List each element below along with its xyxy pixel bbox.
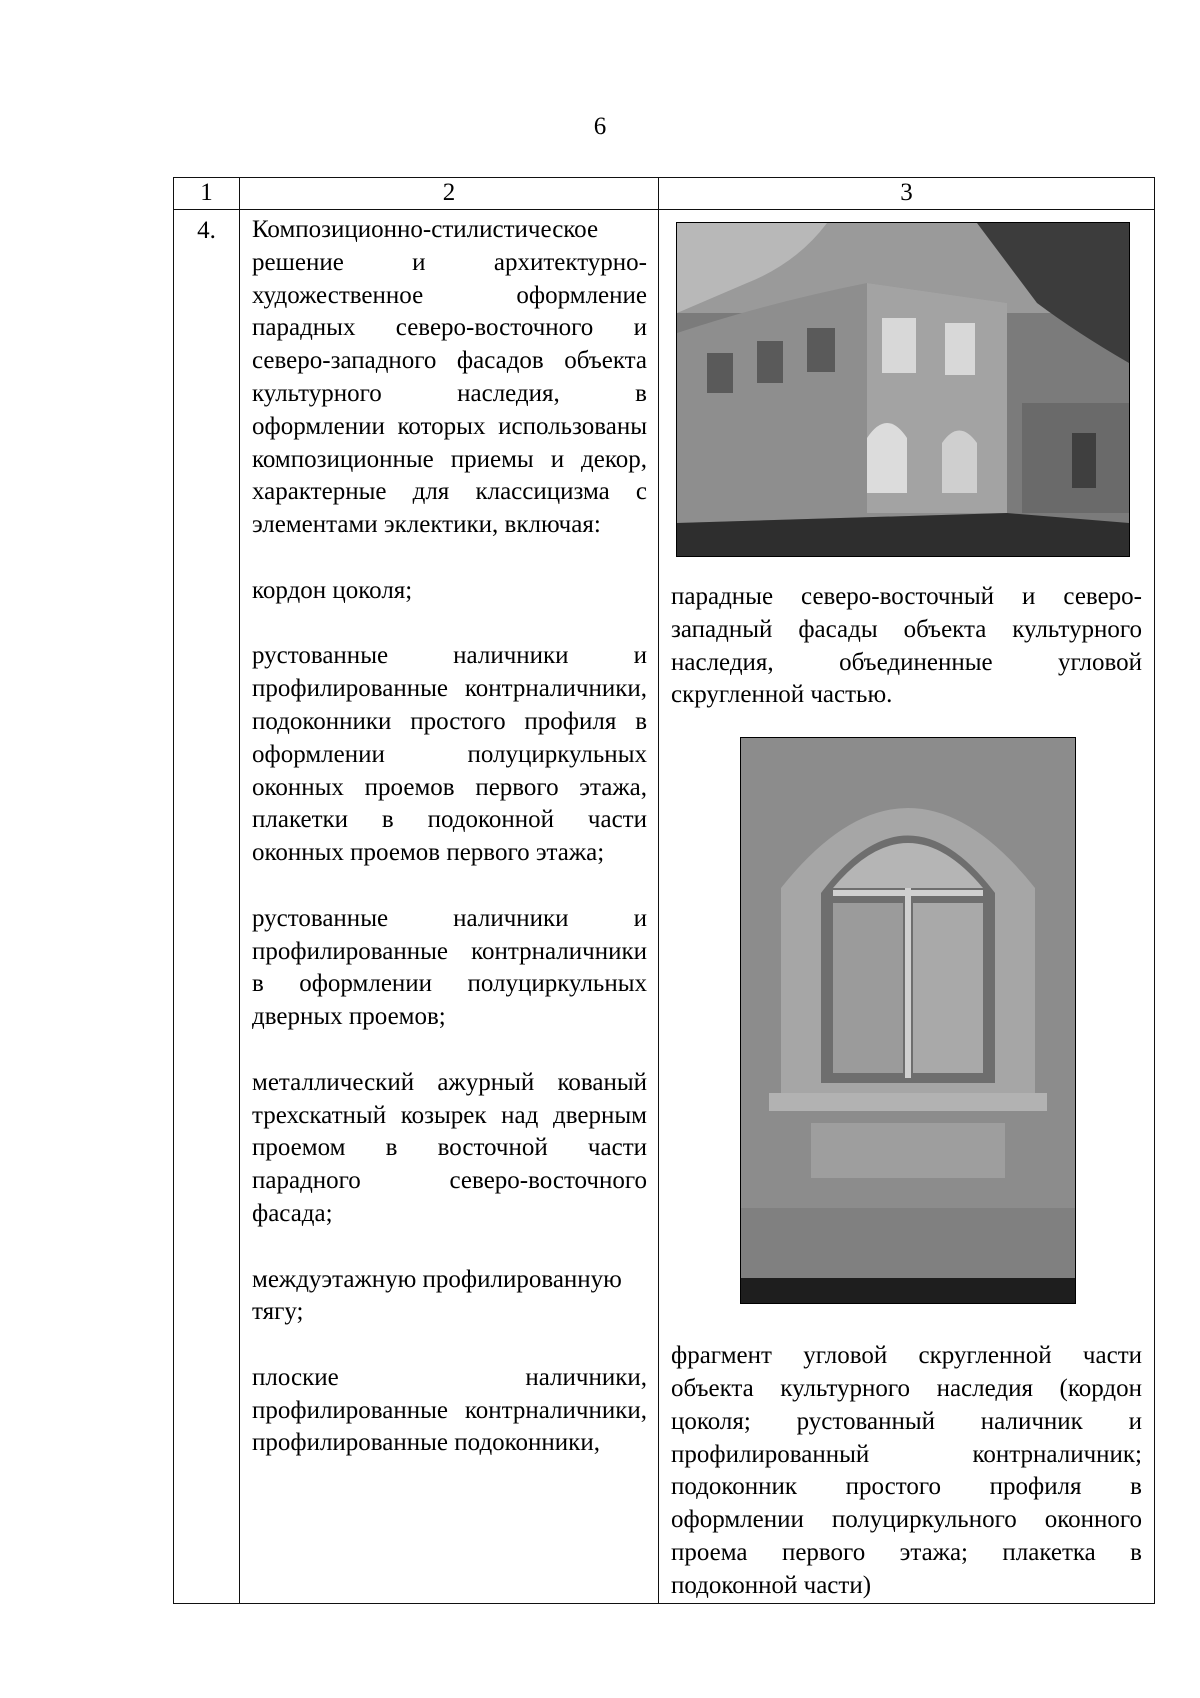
arched-window-photo: [740, 737, 1074, 1302]
description-paragraph: рустованные наличники и профилированные контрналичники, подоконники простого профиля в оформлении полуциркульных оконных проемов первого этажа, плакетки в подоконной части оконных проемов первого этажа;: [252, 642, 647, 867]
facade-photo-caption: парадные северо-восточный и северо-западный фасады объекта культурного наследия, объединенные угловой скругленной частью.: [671, 583, 1142, 709]
header-col-1: 1: [174, 178, 240, 210]
row-number: 4.: [197, 217, 216, 244]
description-paragraph: междуэтажную профилированную тягу;: [252, 1265, 622, 1326]
description-paragraph: кордон цоколя;: [252, 576, 413, 604]
arched-window-photo-caption: фрагмент угловой скругленной части объекта культурного наследия (кордон цоколя; рустованный наличник и профилированный контрналичник; подоконник простого профиля в оформлении полуциркульного оконного проема первого этажа; плакетка в подоконной части): [671, 1342, 1142, 1599]
description-paragraph: Композиционно-стилистическое решение и архитектурно-художественное оформление парадных северо-восточного и северо-западного фасадов объекта культурного наследия, в оформлении которых использованы композиционные приемы и декор, характерные для классицизма с элементами эклектики, включая:: [252, 216, 647, 539]
page-number: 6: [593, 113, 607, 140]
description-paragraph: металлический ажурный кованый трехскатный козырек над дверным проемом в восточной части парадного северо-восточного фасада;: [252, 1068, 647, 1227]
description-paragraph: рустованные наличники и профилированные контрналичники в оформлении полуциркульных дверных проемов;: [252, 904, 647, 1031]
description-cell: [240, 210, 659, 1604]
header-col-2: 2: [240, 178, 659, 210]
facade-photo: [676, 222, 1128, 555]
header-col-3: 3: [659, 178, 1155, 210]
row-number-cell: [174, 210, 240, 1604]
description-paragraph: плоские наличники, профилированные контрналичники, профилированные подоконники,: [252, 1363, 647, 1457]
heritage-features-table: [173, 177, 1155, 1604]
table-row: [174, 210, 1155, 1604]
illustration-cell: [659, 210, 1155, 1604]
table-header-row: [174, 178, 1155, 210]
